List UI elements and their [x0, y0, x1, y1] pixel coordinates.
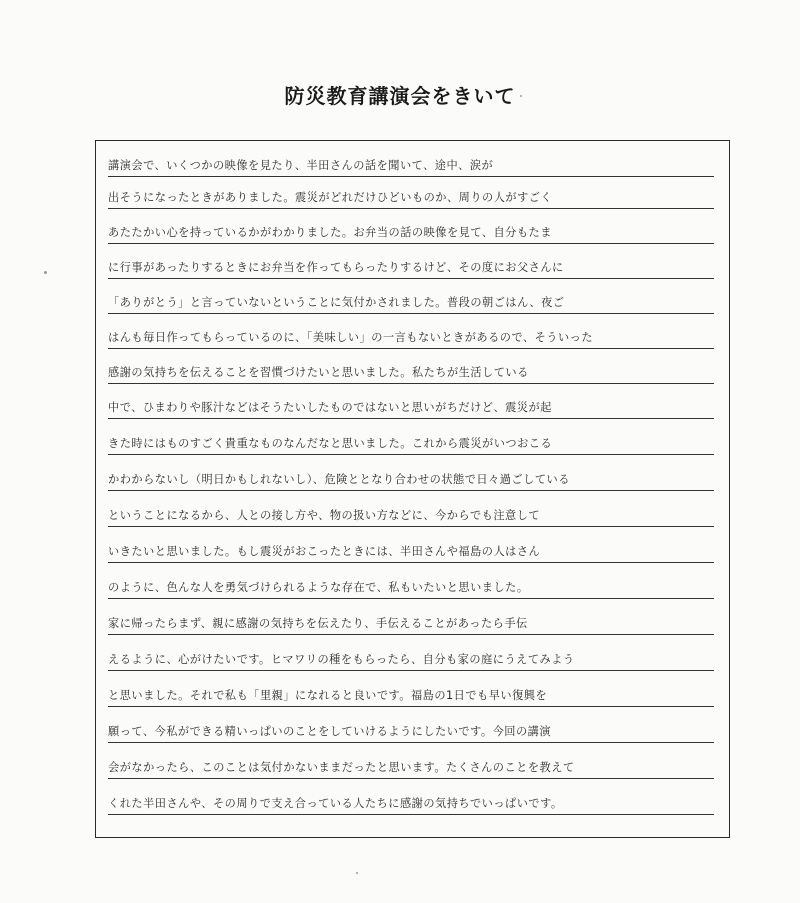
handwritten-line: のように、色んな人を勇気づけられるような存在で、私もいたいと思いました。: [108, 567, 714, 599]
handwritten-line: 中で、ひまわりや豚汁などはそうたいしたものではないと思いがちだけど、震災が起: [108, 387, 714, 419]
handwritten-line: かわからないし（明日かもしれないし）、危険ととなり合わせの状態で日々過ごしている: [108, 459, 714, 491]
handwritten-line: に行事があったりするときにお弁当を作ってもらったりするけど、その度にお父さんに: [108, 247, 714, 279]
handwritten-line: はんも毎日作ってもらっているのに、「美味しい」の一言もないときがあるので、そういった: [108, 317, 714, 349]
handwritten-line: えるように、心がけたいです。ヒマワリの種をもらったら、自分も家の庭にうえてみよう: [108, 639, 714, 671]
handwritten-line: 家に帰ったらまず、親に感謝の気持ちを伝えたり、手伝えることがあったら手伝: [108, 603, 714, 635]
document-title: 防災教育講演会をきいて: [284, 84, 516, 108]
handwritten-line: 会がなかったら、このことは気付かないままだったと思います。たくさんのことを教えて: [108, 747, 714, 779]
handwritten-line: あたたかい心を持っているかがわかりました。お弁当の話の映像を見て、自分もたま: [108, 212, 714, 244]
handwritten-line: 感謝の気持ちを伝えることを習慣づけたいと思いました。私たちが生活している: [108, 352, 714, 384]
handwritten-line: ということになるから、人との接し方や、物の扱い方などに、今からでも注意して: [108, 495, 714, 527]
handwritten-line: 「ありがとう」と言っていないということに気付かされました。普段の朝ごはん、夜ご: [108, 282, 714, 314]
ruled-writing-sheet: [95, 140, 730, 838]
scan-speck: [356, 872, 358, 874]
scan-speck: [520, 95, 522, 97]
handwritten-line: と思いました。それで私も「里親」になれると良いです。福島の1日でも早い復興を: [108, 675, 714, 707]
handwritten-line: いきたいと思いました。もし震災がおこったときには、半田さんや福島の人はさん: [108, 531, 714, 563]
handwritten-line: 講演会で、いくつかの映像を見たり、半田さんの話を聞いて、途中、涙が: [108, 145, 714, 177]
handwritten-line: 願って、今私ができる精いっぱいのことをしていけるようにしたいです。今回の講演: [108, 711, 714, 743]
scan-speck: [44, 271, 47, 274]
handwritten-line: きた時にはものすごく貴重なものなんだなと思いました。これから震災がいつおこる: [108, 423, 714, 455]
handwritten-line: 出そうになったときがありました。震災がどれだけひどいものか、周りの人がすごく: [108, 177, 714, 209]
handwritten-line: くれた半田さんや、その周りで支え合っている人たちに感謝の気持ちでいっぱいです。: [108, 783, 714, 815]
